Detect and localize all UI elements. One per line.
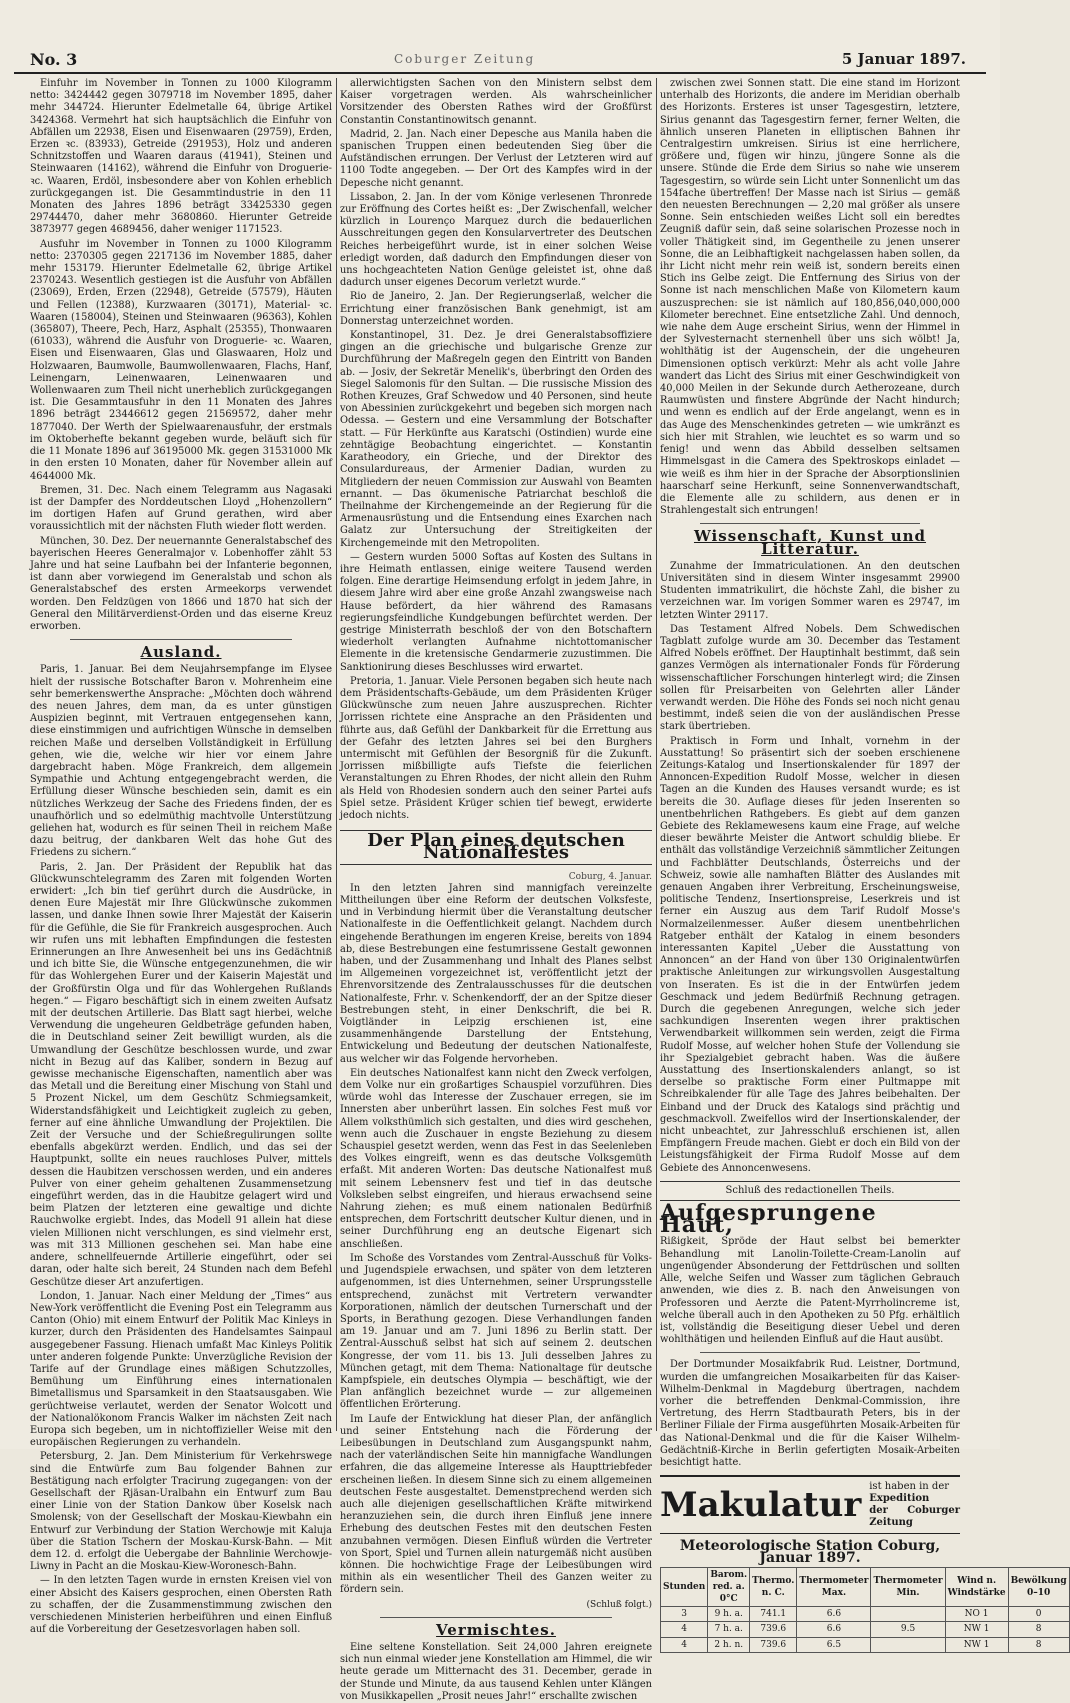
table-row — [661, 1622, 1070, 1637]
table-header-row — [661, 1567, 1070, 1607]
weather-table — [660, 1567, 1070, 1653]
column-header: Wind n. Windstärke — [945, 1567, 1008, 1607]
article-paragraph: allerwichtigsten Sachen von den Ministern selbst dem Kaiser vorgetragen werden. Als wahrscheinlicher Vorsitzender des Obersten Rathes wird der Großfürst Constantin Constantinowitsch genannt. — [340, 78, 652, 126]
table-cell: 7 h. a. — [708, 1622, 750, 1637]
weather-table-title: Meteorologische Station Coburg, Januar 1897. — [679, 1538, 941, 1567]
ad-text: Rißigkeit, Spröde der Haut selbst bei bemerkter Behandlung mit Lanolin-Toilette-Cream-Lanolin auf ungenügender Absonderung der Fettdrüschen und sollten Alle, welche Seifen und Wasser zum täglichen Gebrauch anwenden, wie dies z. B. nach den Anweisungen von Professoren und Aerzte die Patent-Myrrholincreme ist, welche überall auch in den Apotheken zu 50 Pfg. erhältlich ist, vollständig die Beseitigung dieser Uebel und deren wohlthätigen und heilenden Einfluß auf die Haut ausübt. — [660, 1236, 960, 1346]
section-heading-vermischtes: Vermischtes. — [436, 1620, 556, 1639]
issue-number: No. 3 — [30, 50, 78, 69]
column-header: Thermometer Max. — [797, 1567, 871, 1607]
article-paragraph: Bremen, 31. Dec. Nach einem Telegramm aus Nagasaki ist der Dampfer des Norddeutschen Lloyd „Hohenzollern“ im dortigen Hafen auf Grund gerathen, wird aber voraussichtlich mit der nächsten Fluth wieder flott werden. — [30, 484, 332, 533]
table-cell — [871, 1607, 945, 1622]
continued-note: (Schluß folgt.) — [586, 1599, 652, 1610]
ad-headline: Aufgesprungene Haut, — [660, 1200, 877, 1239]
table-cell: 4 — [661, 1637, 708, 1652]
paper-title: Coburger Zeitung — [394, 52, 536, 66]
issue-date: 5 Januar 1897. — [841, 50, 966, 68]
section-rule — [700, 523, 920, 524]
ad-line: der Coburger Zeitung — [869, 1505, 960, 1529]
ad-makulatur-title: Makulatur — [660, 1485, 862, 1526]
article-paragraph: London, 1. Januar. Nach einer Meldung der „Times“ aus New-York veröffentlicht die Evening Post ein Telegramm aus Canton (Ohio) mit einem Entwurf der Politik Mac Kinleys in kurzer, durch den Präsidenten des Handelsamtes Sainpaul ausgegebener Fassung. Hienach umfaßt Mac Kinleys Politik unter anderen folgende Punkte: Unverzügliche Revision der Tarife auf der Grundlage eines mäßigen Schutzzolles, Bemühung um Einführung eines internationalen Bimetallismus und Sparsamkeit in den Staatsausgaben. Wie gerüchtweise verlautet, werden der Senator Wolcott und der Nationalökonom Francis Walker im nächsten Zeit nach Europa sich begeben, um in nichtoffizieller Weise mit den europäischen Regierungen zu verhandeln. — [30, 1290, 332, 1449]
column-1 — [30, 78, 332, 1636]
column-header: Barom. red. a. 0°C — [708, 1567, 750, 1607]
article-paragraph: Paris, 2. Jan. Der Präsident der Republik hat das Glückwunschtelegramm des Zaren mit folgenden Worten erwidert: „Ich bin tief gerührt durch die Ausdrücke, in denen Eure Majestät mir Ihre Glückwünsche zukommen lassen, und danke Ihnen sowie Ihrer Majestät der Kaiserin für die Gefühle, die Sie für Frankreich ausgesprochen. Auch wir rufen uns mit lebhaften Empfindungen die festesten Erinnerungen an Ihre Anwesenheit bei uns ins Gedächtniß und ich bitte Sie, die Wünsche entgegenzunehmen, die wir für das Wohlergehen Eurer und der Kaiserin Majestät und der Großfürstin Olga und für das Wohlergehen Rußlands hegen.“ — Figaro beschäftigt sich in einem zweiten Aufsatz mit der deutschen Artillerie. Das Blatt sagt hierbei, welche Verwendung die ungeheuren Geldbeträge gefunden haben, die in Deutschland seiner Zeit bewilligt wurden, als die Umwandlung der Geschütze beschlossen wurde, und zwar nicht in Bezug auf das Kaliber, sondern in Bezug auf gewisse mechanische Eigenschaften, namentlich aber was das Metall und die Bereitung einer Mischung von Stahl und 5 Prozent Nickel, um dem Geschütz Schmiegsamkeit, Widerstandsfähigkeit und Leichtigkeit zugleich zu geben, ferner auf eine ähnliche Umwandlung der Projektilen. Die Zeit der Versuche und der Schießregulirungen sollte ebenfalls abgekürzt werden. Endlich, und das sei der Hauptpunkt, sollte ein neues rauchloses Pulver, mittels dessen die Haubitzen verschossen werden, und ein anderes Pulver von einer geheim gehaltenen Zusammensetzung eingeführt werden, das in die Haubitze gelagert wird und beim Platzen der letzteren eine gewaltige und dichte Rauchwolke ergiebt. Indes, das Modell 91 allein hat diese vielen Millionen nicht verschlungen, es sind vielmehr erst, was mit 313 Millionen geschehen sei. Man habe eine andere, schnellfeuernde Artillerie eingeführt, oder sei daran, oder halte sich bereit, 24 Stunden nach dem Befehl Geschütze dieser Art anzufertigen. — [30, 861, 332, 1288]
article-paragraph: In den letzten Jahren sind mannigfach vereinzelte Mittheilungen über eine Reform der deutschen Volksfeste, und in Verbindung hiermit über die Veranstaltung deutscher Nationalfeste in die Oeffentlichkeit gelangt. Nachdem durch eingehende Berathungen im engeren Kreise, bereits von 1894 ab, diese Bestrebungen eine festumrissene Gestalt gewonnen haben, und der Zusammenhang und Inhalt des Planes selbst im Allgemeinen vorgezeichnet ist, veröffentlicht jetzt der Ehrenvorsitzende des Zentralausschusses für die deutschen Nationalfeste, Frhr. v. Schenkendorff, der an der Spitze dieser Bestrebungen steht, in einer Denkschrift, die bei R. Voigtländer in Leipzig erschienen ist, eine zusammenhängende Darstellung der Entstehung, Entwickelung und Bedeutung der deutschen Nationalfeste, aus welcher wir das Folgende hervorheben. — [340, 882, 652, 1065]
table-cell: 4 — [661, 1622, 708, 1637]
table-cell: 739.6 — [750, 1637, 797, 1652]
article-paragraph: Pretoria, 1. Januar. Viele Personen begaben sich heute nach dem Präsidentschafts-Gebäude, um dem Präsidenten Krüger Glückwünsche zum neuen Jahre auszusprechen. Richter Jorrissen richtete eine Ansprache an den Präsidenten und führte aus, daß Gefühl der Dankbarkeit für die Errettung aus der Gefahr des letzten Jahres sei bei den Burghers untermischt mit Gefühlen der Besorgniß für die Zukunft. Jorrissen mißbilligte aufs Tiefste die feierlichen Veranstaltungen zu Ehren Rhodes, der nicht allein den Ruhm als Held von Rhodesien sondern auch den seiner Partei aufs Spiel setze. Präsident Krüger schien tief bewegt, erwiderte jedoch nichts. — [340, 675, 652, 821]
column-header: Stunden — [661, 1567, 708, 1607]
column-header: Thermometer Min. — [871, 1567, 945, 1607]
article-paragraph: Praktisch in Form und Inhalt, vornehm in der Ausstattung! So präsentirt sich der soeben erschienene Zeitungs-Katalog und Insertionskalender für 1897 der Annoncen-Expedition Rudolf Mosse, welcher in diesen Tagen an die Kunden des Hauses versandt wurde; es ist bereits die 30. Auflage dieses für jeden Inserenten so unentbehrlichen Rathgebers. Es giebt auf dem ganzen Gebiete des Reklamewesens kaum eine Frage, auf welche dieser bewährte Meister die Antwort schuldig bliebe. Er enthält das vollständige Verzeichniß sämmtlicher Zeitungen und Fachblätter Deutschlands, Österreichs und der Schweiz, sowie alle namhaften Blätter des Auslandes mit genauen Angaben ihrer Verbreitung, Erscheinungsweise, politische Tendenz, Insertionspreise, Leserkreis und ist ferner ein Auszug aus dem Tarif Rudolf Mosse's Normalzeilenmesser. Außer diesem unentbehrlichen Ratgeber enthält der Katalog in einem besonders interessanten Kapitel „Ueber die Ausstattung von Annoncen“ an der Hand von über 130 Originalentwürfen praktische Anleitungen zur wirkungsvollen Ausgestaltung von Inseraten. Es ist die in der Entwürfen jedem Geschmack und jedem Bedürfniß Rechnung getragen. Durch die gegebenen Anregungen, welche sich jeder sachkundigen Inserenten wegen ihrer praktischen Verwendbarkeit willkommen sein werden, zeigt die Firma Rudolf Mosse, auf welcher hohen Stufe der Vollendung sie ihr Spezialgebiet gebracht haben. Was die äußere Ausstattung des Insertionskalenders anlangt, so ist derselbe so praktische Form einer Pultmappe mit Schreibkalender für alle Tage des Jahres beibehalten. Der Einband und der Druck des Katalogs sind prächtig und geschmackvoll. Zweifellos wird der Insertionskalender, der nicht unbeachtet, zur Jahresschluß erschienen ist, allen Empfängern Freude machen. Giebt er doch ein Bild von der Leistungsfähigkeit der Firma Rudolf Mosse auf dem Gebiete des Annoncenwesens. — [660, 735, 960, 1174]
table-cell: NW 1 — [945, 1622, 1008, 1637]
section-heading-ausland: Ausland. — [140, 643, 222, 662]
masthead — [14, 48, 986, 74]
table-cell: 741.1 — [750, 1607, 797, 1622]
table-cell: 3 — [661, 1607, 708, 1622]
column-divider — [336, 78, 337, 1431]
table-cell: 8 — [1008, 1622, 1069, 1637]
table-cell — [871, 1637, 945, 1652]
article-paragraph: Einfuhr im November in Tonnen zu 1000 Kilogramm netto: 3424442 gegen 3079718 im November 1895, daher mehr 344724. Hierunter Edelmetalle 64, übrige Artikel 3424368. Vermehrt hat sich hauptsächlich die Einfuhr von Abfällen um 22938, Eisen und Eisenwaaren (29759), Erden, Erzen ꝛc. (83933), Getreide (291953), Holz und anderen Schnitzstoffen und Waaren daraus (41941), Steinen und Steinwaaren (14162), während die Einfuhr von Droguerie- ꝛc. Waaren, Erdöl, insbesondere aber von Kohlen erheblich zurückgegangen ist. Die Gesammtindustrie in den 11 Monaten des Jahres 1896 beträgt 33425330 gegen 29744470, daher mehr 3680860. Hierunter Getreide 3873977 gegen 4689456, daher weniger 1171523. — [30, 78, 332, 236]
table-cell: 0 — [1008, 1607, 1069, 1622]
column-divider — [656, 78, 657, 1431]
article-paragraph: Ein deutsches Nationalfest kann nicht den Zweck verfolgen, dem Volke nur ein großartiges Schauspiel vorzuführen. Dies würde wohl das Interesse der Zuschauer erregen, sie im Innersten aber unberührt lassen. Ein solches Fest muß vor Allem volksthümlich sich gestalten, und dies wird geschehen, wenn auch die Zuschauer in engste Beziehung zu diesem Schauspiel gesetzt werden, wenn das Fest in das Seelenleben des Volkes eingreift, wenn es das deutsche Volksgemüth erfaßt. Mit anderen Worten: Das deutsche Nationalfest muß mit seinem Lebensnerv fest und tief in das deutsche Volksleben selbst eingreifen, und hieraus erwachsend seine Nahrung ziehen; es muß einem nationalen Bedürfniß entsprechen, dem Fortschritt deutscher Kultur dienen, und in seiner Durchführung eng an deutsche Eigenart sich anschließen. — [340, 1067, 652, 1250]
section-rule — [380, 1617, 612, 1618]
table-cell: 2 h. n. — [708, 1637, 750, 1652]
ad-line: ist haben in der — [869, 1481, 950, 1493]
article-paragraph: Das Testament Alfred Nobels. Dem Schwedischen Tagblatt zufolge wurde am 30. December das Testament Alfred Nobels eröffnet. Der Hauptinhalt bestimmt, daß sein ganzes Vermögen als internationaler Fonds für Förderung wissenschaftlicher Forschungen hinterlegt wird; die Zinsen sollen für Preisarbeiten von Gelehrten aller Länder verwandt werden. Die Höhe des Fonds sei noch nicht genau bestimmt, indeß seien die von der ausländischen Presse stark übertrieben. — [660, 623, 960, 733]
editorial-end-note: Schluß des redactionellen Theils. — [660, 1181, 960, 1201]
article-paragraph: Madrid, 2. Jan. Nach einer Depesche aus Manila haben die spanischen Truppen einen bedeutenden Sieg über die Aufständischen errungen. Der Verlust der Letzteren wird auf 1100 Todte angegeben. — Der Ort des Kampfes wird in der Depesche nicht genannt. — [340, 128, 652, 189]
table-cell: 9.5 — [871, 1622, 945, 1637]
article-paragraph: Im Schoße des Vorstandes vom Zentral-Ausschuß für Volks- und Jugendspiele erwachsen, und später von dem letzteren aufgenommen, ist dies Unternehmen, seiner Ursprungsstelle entsprechend, zunächst mit Vertretern verwandter Korporationen, nämlich der deutschen Turnerschaft und der Sports, in Berathung gezogen. Diese Verhandlungen fanden am 19. Januar und am 7. Juni 1896 zu Berlin statt. Der Zentral-Ausschuß selbst hat sich auf seinem 2. deutschen Kongresse, der vom 11. bis 13. Juli desselben Jahres zu München getagt, mit dem Thema: Nationaltage für deutsche Kampfspiele, ein deutsches Olympia — beschäftigt, wie der Plan anfänglich bezeichnet wurde — zur allgemeinen öffentlichen Erörterung. — [340, 1252, 652, 1411]
column-header: Thermo. n. C. — [750, 1567, 797, 1607]
table-row — [661, 1637, 1070, 1652]
advertisement-mosaik: Der Dortmunder Mosaikfabrik Rud. Leistner, Dortmund, wurden die umfangreichen Mosaikarbeiten für das Kaiser-Wilhelm-Denkmal in Magdeburg übertragen, nachdem vorher die betreffenden Denkmal-Commission, ihre Vertretung, des Herrn Stadtbaurath Peters, bis in der Berliner Filiale der Firma ausgeführten Mosaik-Arbeiten für das National-Denkmal und die für die Kaiser Wilhelm-Gedächtniß-Kirche in Berlin gefertigten Mosaik-Arbeiten besichtigt hatte. — [660, 1359, 960, 1468]
article-paragraph: Im Laufe der Entwicklung hat dieser Plan, der anfänglich und seiner Entstehung nach die Förderung der Leibesübungen in Deutschland zum Ausgangspunkt nahm, nach der vaterländischen Seite hin mannigfache Wandlungen erfahren, die das allgemeine Interesse als Haupttriebfeder erscheinen ließen. In diesem Sinne sich zu einem allgemeinen deutschen Feste ausgestaltet. Demenstprechend werden sich auch alle diejenigen gesellschaftlichen Kräfte mitwirkend heranzuziehen sein, die durch ihren Einfluß jene innere Erhebung des deutschen Festes mit den deutschen Festen anzubahnen vermögen. Diesen Einfluß würden die Vertreter von Sport, Spiel und Turnen allein naturgemäß nicht ausüben können. Die hochwichtige Frage der Leibesübungen wird mithin als ein wesentlicher Theil des Ganzen weiter zu fördern sein. — [340, 1413, 652, 1596]
article-paragraph: Zunahme der Immatriculationen. An den deutschen Universitäten sind in diesem Winter insgesammt 29900 Studenten immatrikulirt, die höchste Zahl, die bisher zu verzeichnen war. Im vorigen Sommer waren es 29747, im letzten Winter 29117. — [660, 560, 960, 621]
column-2 — [340, 78, 652, 1702]
article-paragraph: München, 30. Dez. Der neuernannte Generalstabschef des bayerischen Heeres Generalmajor v. Lobenhoffer zählt 53 Jahre und hat seine Laufbahn bei der Infanterie begonnen, ist dann aber vorwiegend im Generalstab und schon als Generalstabschef des ersten Armeekorps verwendet worden. Den Feldzügen von 1866 und 1870 hat sich der General den Militärverdienst-Orden und das eiserne Kreuz erworben. — [30, 535, 332, 632]
article-paragraph: Petersburg, 2. Jan. Dem Ministerium für Verkehrswege sind die Entwürfe zum Bau folgender Bahnen zur Bestätigung nach erfolgter Tracirung zugegangen: von der Gesellschaft der Rjäsan-Uralbahn ein Entwurf zum Bau einer Linie von der Station Dankow über Koselsk nach Smolensk; von der Gesellschaft der Moskau-Kiewbahn ein Entwurf zur Verbindung der Station Werchowje mit Kaluja über die Station Tschern der Moskau-Kursk-Bahn. — Mit dem 12. d. erfolgt die Uebergabe der Bahnlinie Werchowje-Liwny in Pacht an die Moskau-Kiew-Woronesch-Bahn. — [30, 1451, 332, 1573]
table-cell: NO 1 — [945, 1607, 1008, 1622]
column-3 — [660, 78, 1067, 1650]
article-paragraph: Ausfuhr im November in Tonnen zu 1000 Kilogramm netto: 2370305 gegen 2217136 im November 1885, daher mehr 153179. Hierunter Edelmetalle 62, übrige Artikel 2370243. Wesentlich gestiegen ist die Ausfuhr von Abfällen (23069), Erden, Erzen (22948), Getreide (57579), Häuten und Fellen (12388), Kurzwaaren (30171), Material- ꝛc. Waaren (158004), Steinen und Steinwaaren (96363), Kohlen (365807), Theere, Pech, Harz, Asphalt (25355), Thonwaaren (61033), während die Ausfuhr von Droguerie- ꝛc. Waaren, Eisen und Eisenwaaren, Glas und Glaswaaren, Holz und Holzwaaren, Baumwolle, Baumwollenwaaren, Flachs, Hanf, Leinengarn, Leinenwaaren, Leinenwaaren und Wollenwaaren zum Theil nicht unerheblich zurückgegangen ist. Die Gesammtausfuhr in den 11 Monaten des Jahres 1896 beträgt 23446612 gegen 21569572, daher mehr 1877040. Der Werth der Spielwaarenausfuhr, der erstmals im Oktoberhefte bekannt gegeben wurde, beläuft sich für die 11 Monate 1896 auf 36195000 Mk. gegen 31531000 Mk in den ersten 10 Monaten, daher für November allein auf 4644000 Mk. — [30, 238, 332, 482]
ad-line: Expedition — [869, 1493, 930, 1505]
ad-makulatur-side — [869, 1481, 960, 1529]
advertisement-haut — [660, 1200, 960, 1346]
table-cell: 9 h. a. — [708, 1607, 750, 1622]
feature-headline: Der Plan eines deutschen Nationalfestes — [340, 830, 652, 864]
section-heading-wissenschaft: Wissenschaft, Kunst und Litteratur. — [693, 527, 927, 558]
column-header: Bewölkung 0–10 — [1008, 1567, 1069, 1607]
article-paragraph: Konstantinopel, 31. Dez. Je drei Generalstabsoffiziere gingen an die griechische und bulgarische Grenze zur Durchführung der Maßregeln gegen den Eintritt von Banden ab. — Josiv, der Sekretär Menelik's, überbringt den Orden des Siegel Salomonis für den Sultan. — Die russische Mission des Rothen Kreuzes, Graf Schwedow und 40 Personen, sind heute von Abessinien zurückgekehrt und begeben sich morgen nach Odessa. — Gestern und eine Versammlung der Botschafter statt. — Für Herkünfte aus Karatschi (Ostindien) wurde eine zehntägige Beobachtung eingerichtet. — Konstantin Karatheodory, ein Grieche, und der Direktor des Consulardureaus, der Armenier Dadian, wurden zu Mitgliedern der neuen Commission zur Auswahl von Beamten ernannt. — Das ökumenische Patriarchat beschloß die Theilnahme der Kirchengemeinde an der Regierung für die Armenausrüstung und die Entsendung eines Exarchen nach Galatz zur Untersuchung der Streitigkeiten der Kirchengemeinde mit den Metropoliten. — [340, 330, 652, 549]
table-cell: 739.6 — [750, 1622, 797, 1637]
table-cell: 6.6 — [797, 1607, 871, 1622]
article-paragraph: Eine seltene Konstellation. Seit 24,000 Jahren ereignete sich nun einmal wieder jene Konstellation am Himmel, die wir heute gerade um Mitternacht des 31. December, gerade in der Stunde und Minute, da aus tausend Kehlen unter Klängen von Musikkapellen „Prosit neues Jahr!“ erschallte zwischen — [340, 1641, 652, 1702]
table-cell: 6.5 — [797, 1637, 871, 1652]
table-row — [661, 1607, 1070, 1622]
section-rule — [70, 639, 292, 640]
table-cell: NW 1 — [945, 1637, 1008, 1652]
article-paragraph: — In den letzten Tagen wurde in ernsten Kreisen viel von einer Absicht des Kaisers gesprochen, einen Obersten Rath zu schaffen, der die Zusammenstimmung zwischen den verschiedenen Ministerien herbeiführen und einen Einfluß auf die Vorbereitung der Gesetzesvorlagen haben soll. — [30, 1575, 332, 1636]
table-cell: 8 — [1008, 1637, 1069, 1652]
article-paragraph: Paris, 1. Januar. Bei dem Neujahrsempfange im Elysee hielt der russische Botschafter Baron v. Mohrenheim eine sehr bemerkenswerthe Ansprache: „Möchten doch während des neuen Jahres, dem man, da es unter günstigen Auspizien beginnt, mit Vertrauen entgegensehen kann, diese einstimmigen und aufrichtigen Wünsche in demselben reichen Maße und derselben Vollständigkeit in Erfüllung gehen, wie die, welche wir hier vor einem Jahre dargebracht haben. Möge Frankreich, dem allgemein Sympathie und Achtung entgegengebracht werden, die Erfüllung dieser Wünsche beschieden sein, damit es ein nützliches Werkzeug der Sache des Friedens finden, der es unaufhörlich und so edelmüthig machtvolle Unterstützung geliehen hat, wodurch es für seinen Theil in reichem Maße dazu beitrug, der dankbaren Welt das hohe Gut des Friedens zu sichern.“ — [30, 664, 332, 859]
article-paragraph: Rio de Janeiro, 2. Jan. Der Regierungserlaß, welcher die Errichtung einer französischen Bank genehmigt, ist am Donnerstag unterzeichnet worden. — [340, 291, 652, 327]
section-rule — [700, 1352, 920, 1353]
dateline: Coburg, 4. Januar. — [568, 871, 652, 882]
article-paragraph: Lissabon, 2. Jan. In der vom Könige verlesenen Thronrede zur Eröffnung des Cortes heißt es: „Der Zwischenfall, welcher kürzlich in Lourenço Marquez durch die bedauerlichen Ausschreitungen gegen den Konsularvertreter des Deutschen Reiches herbeigeführt wurde, ist in einer solchen Weise erledigt worden, daß dadurch den Empfindungen dieser von uns hochgeachteten Nation Genüge geleistet ist, ohne daß dadurch unser eigenes Decorum verletzt wurde.“ — [340, 191, 652, 289]
article-paragraph: zwischen zwei Sonnen statt. Die eine stand im Horizont unterhalb des Horizonts, die andere im Meridian oberhalb des Horizonts. Ersteres ist unser Tagesgestirn, letztere, Sirius genannt das Tagesgestirn ferner, ferner Welten, die ähnlich unseren Planeten in elliptischen Bahnen ihr Centralgestirn umkreisen. Sirius ist eine herrlichere, größere und, fügen wir hinzu, jüngere Sonne als die unsere. Stünde die Erde dem Sirius so nahe wie unserem Tagesgestirn, so würde sein Licht unter Sonnenlicht um das 154fache übertreffen! Der Masse nach ist Sirius — gemäß den neuesten Berechnungen — 2,20 mal größer als unsere Sonne. Sein entschieden weißes Licht soll ein beredtes Zeugniß dafür sein, daß seine solarischen Prozesse noch in voller Thätigkeit sind, im Gegentheile zu jenen unserer Sonne, die an Leibhaftigkeit nachgelassen haben sollen, da ihr Licht nicht mehr rein weiß ist, sondern bereits einen Stich ins Gelbe zeigt. Die Entfernung des Sirius von der Sonne ist nach menschlichen Maße von Kilometern kaum auszusprechen: sie ist nämlich auf 180,856,040,000,000 Kilometer berechnet. Eine entsetzliche Zahl. Und dennoch, wie nahe dem Auge erscheint Sirius, wenn der Himmel in der Sylvesternacht sternenhell über uns sich wölbt! Ja, wohlthätig ist der Augenschein, der die ungeheuren Dimensionen optisch verkürzt: Mehr als acht volle Jahre wandert das Licht des Sirius mit einer Geschwindigkeit von 40,000 Meilen in der Sekunde durch Aetherozeane, durch Raumwüsten und finstere Abgründe der Nacht hindurch; und wenn es endlich auf der Erde angelangt, wenn es in das Auge des Menschenkindes getreten — wie umkränzt es sich hier mit Strahlen, wie leuchtet es so warm und so fenig! und wenn das Abbild desselben seltsamen Himmelsgast in die Camera des Spektroskops einladet — wie weiß es ihm hier in der Sprache der Absorptionslinien haarscharf seine Herkunft, seine Sonnenverwandtschaft, die Elemente alle zu schildern, aus denen er in Strahlengestalt sich entrungen! — [660, 78, 960, 517]
advertisement-makulatur — [660, 1475, 960, 1534]
table-cell: 6.6 — [797, 1622, 871, 1637]
article-paragraph: — Gestern wurden 5000 Softas auf Kosten des Sultans in ihre Heimath entlassen, einige weitere Tausend werden folgen. Eine derartige Heimsendung erfolgt in jedem Jahre, in diesem Jahre wird aber eine große Anzahl zwangsweise nach Hause befördert, da hier während des Ramasans regierungsfeindliche Kundgebungen befürchtet werden. Der gestrige Ministerrath beschloß der von den Botschaftern wiederholt verlangten Aufnahme nichtottomanischer Elemente in die kretensische Gendarmerie zuzustimmen. Die Sanktionirung dieses Beschlusses wird erwartet. — [340, 551, 652, 673]
